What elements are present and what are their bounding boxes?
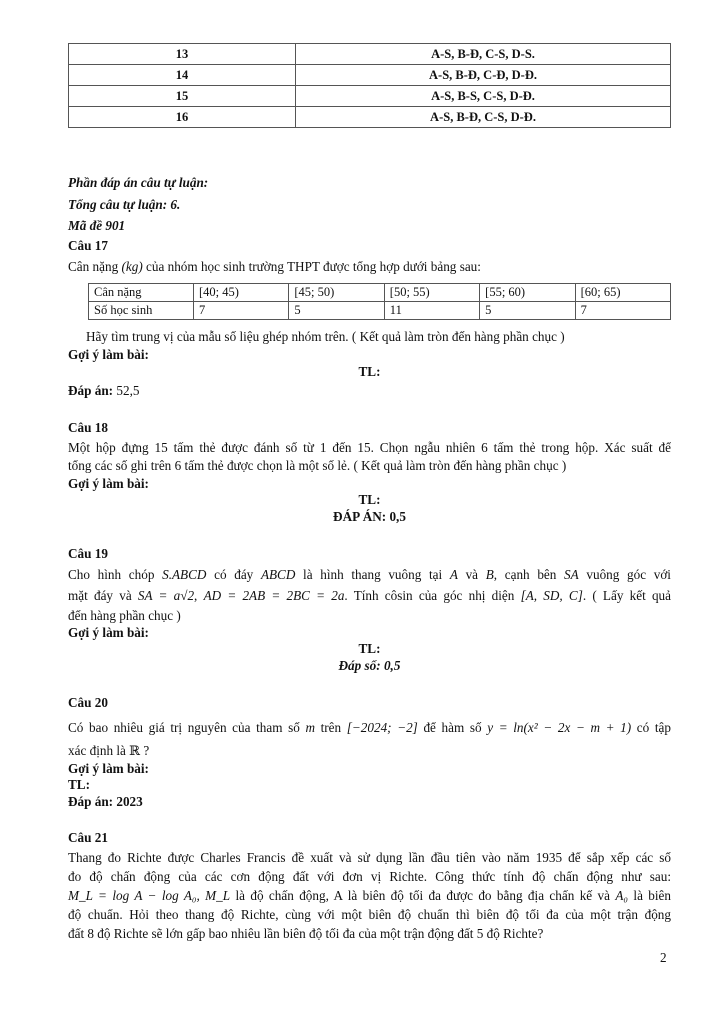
table-cell: 7: [194, 302, 289, 320]
text: mặt đáy và: [68, 588, 138, 603]
math: [−2024; −2]: [346, 720, 418, 735]
text: là độ chấn động, A là biên độ tối đa được đo bằng địa chấn kế và: [230, 888, 616, 903]
math: A: [449, 567, 458, 582]
q20-heading: Câu 20: [68, 695, 108, 710]
table-cell: [40; 45): [194, 284, 289, 302]
table-cell: 7: [575, 302, 670, 320]
q21-line2: đo độ chấn động của các cơn động đất với đơn vị Richte. Công thức tính độ chấn động như sau:: [68, 869, 671, 884]
table-cell: 5: [289, 302, 384, 320]
q20-line2: xác định là ℝ ?: [68, 743, 150, 758]
q17-heading: Câu 17: [68, 238, 108, 253]
q18-tl: TL:: [358, 492, 381, 507]
table-row: [89, 284, 671, 302]
q18-answer: ĐÁP ÁN: 0,5: [333, 509, 406, 524]
q20-tl: TL:: [68, 777, 90, 792]
text: . ( Lấy kết quả: [582, 588, 672, 603]
table-cell: 11: [384, 302, 479, 320]
text: có tập: [631, 720, 671, 735]
text: và: [457, 567, 486, 582]
page-number: 2: [660, 950, 667, 965]
q17-answer: [68, 383, 139, 399]
text: Cho hình chóp: [68, 567, 163, 582]
table-cell: [60; 65): [575, 284, 670, 302]
text: là biên: [628, 888, 672, 903]
question-number: 15: [69, 86, 296, 107]
text: là hình thang vuông tại: [295, 567, 450, 582]
q19-line3: đến hàng phần chục ): [68, 608, 181, 623]
math: AD = 2AB = 2BC = 2a: [203, 588, 345, 603]
answer-value: 52,5: [116, 383, 140, 398]
table-cell: [55; 60): [480, 284, 575, 302]
answer-cell: A-S, B-Đ, C-Đ, D-Đ.: [296, 65, 671, 86]
q18-line1: Một hộp đựng 15 tấm thẻ được đánh số từ 1 đến 15. Chọn ngẫu nhiên 6 tấm thẻ trong hộp. Xác suất để: [68, 440, 671, 455]
q19-line2: [68, 588, 671, 604]
q19-answer: Đáp số: 0,5: [338, 658, 401, 673]
q17-intro: [68, 259, 481, 275]
table-header: Số học sinh: [89, 302, 194, 320]
table-row: [69, 86, 671, 107]
exam-code: Mã đề 901: [68, 218, 126, 233]
math: S.ABCD: [162, 567, 207, 582]
q17-question: Hãy tìm trung vị của mẫu số liệu ghép nhóm trên. ( Kết quả làm tròn đến hàng phần chục ): [86, 329, 565, 344]
section-count: Tổng câu tự luận: 6.: [68, 197, 181, 212]
table-row: [69, 107, 671, 128]
text: Có bao nhiêu giá trị nguyên của tham số: [68, 720, 306, 735]
math: [A, SD, C]: [520, 588, 583, 603]
math: M_L = log A − log A₀, M_L: [68, 888, 231, 903]
text: vuông góc với: [578, 567, 671, 582]
q19-tl: TL:: [358, 641, 381, 656]
question-number: 13: [69, 44, 296, 65]
answer-cell: A-S, B-S, C-S, D-Đ.: [296, 86, 671, 107]
text: trên: [315, 720, 347, 735]
q18-hint: Gợi ý làm bài:: [68, 476, 149, 491]
q20-hint: Gợi ý làm bài:: [68, 761, 149, 776]
math: SA = a√2: [137, 588, 195, 603]
math: m: [305, 720, 315, 735]
section-title: Phần đáp án câu tự luận:: [68, 175, 209, 190]
table-cell: [45; 50): [289, 284, 384, 302]
math: A₀: [615, 888, 629, 903]
q21-line4: độ chuẩn. Hỏi theo thang độ Richte, cùng với một biên độ chuẩn thì biên độ tối đa của một trận động: [68, 907, 671, 922]
table-row: [69, 44, 671, 65]
q21-heading: Câu 21: [68, 830, 108, 845]
answer-table: [68, 43, 671, 128]
table-cell: [50; 55): [384, 284, 479, 302]
text: Cân nặng: [68, 259, 122, 274]
q17-tl: TL:: [358, 364, 381, 379]
q18-heading: Câu 18: [68, 420, 108, 435]
text: , cạnh bên: [493, 567, 565, 582]
q19-heading: Câu 19: [68, 546, 108, 561]
math-unit: (kg): [121, 259, 143, 274]
text: ,: [194, 588, 204, 603]
text: của nhóm học sinh trường THPT được tổng hợp dưới bảng sau:: [142, 259, 481, 274]
q19-line1: [68, 567, 671, 583]
q21-line3: [68, 888, 671, 904]
q21-line5: đất 8 độ Richte sẽ lớn gấp bao nhiêu lần biên độ tối đa của một trận động đất 5 độ Richte?: [68, 926, 544, 941]
answer-label: Đáp án:: [68, 383, 114, 398]
q17-hint: Gợi ý làm bài:: [68, 347, 149, 362]
math: ABCD: [260, 567, 296, 582]
text: để hàm số: [417, 720, 488, 735]
q19-hint: Gợi ý làm bài:: [68, 625, 149, 640]
q18-line2: tổng các số ghi trên 6 tấm thẻ được chọn là một số lẻ. ( Kết quả làm tròn đến hàng phần chục ): [68, 458, 567, 473]
table-row: [69, 65, 671, 86]
table-cell: 5: [480, 302, 575, 320]
table-row: [89, 302, 671, 320]
text: . Tính côsin của góc nhị diện: [344, 588, 521, 603]
math: y = ln(x² − 2x − m + 1): [487, 720, 632, 735]
answer-cell: A-S, B-Đ, C-S, D-S.: [296, 44, 671, 65]
answer-cell: A-S, B-Đ, C-S, D-Đ.: [296, 107, 671, 128]
math: B: [485, 567, 494, 582]
text: có đáy: [206, 567, 261, 582]
q21-line1: Thang đo Richte được Charles Francis đề xuất và sử dụng lần đầu tiên vào năm 1935 để sắp xếp các số: [68, 850, 671, 865]
q20-line1: [68, 720, 671, 736]
question-number: 16: [69, 107, 296, 128]
q20-answer: Đáp án: 2023: [68, 794, 143, 809]
question-number: 14: [69, 65, 296, 86]
table-header: Cân nặng: [89, 284, 194, 302]
math: SA: [564, 567, 579, 582]
weight-table: [88, 283, 671, 320]
